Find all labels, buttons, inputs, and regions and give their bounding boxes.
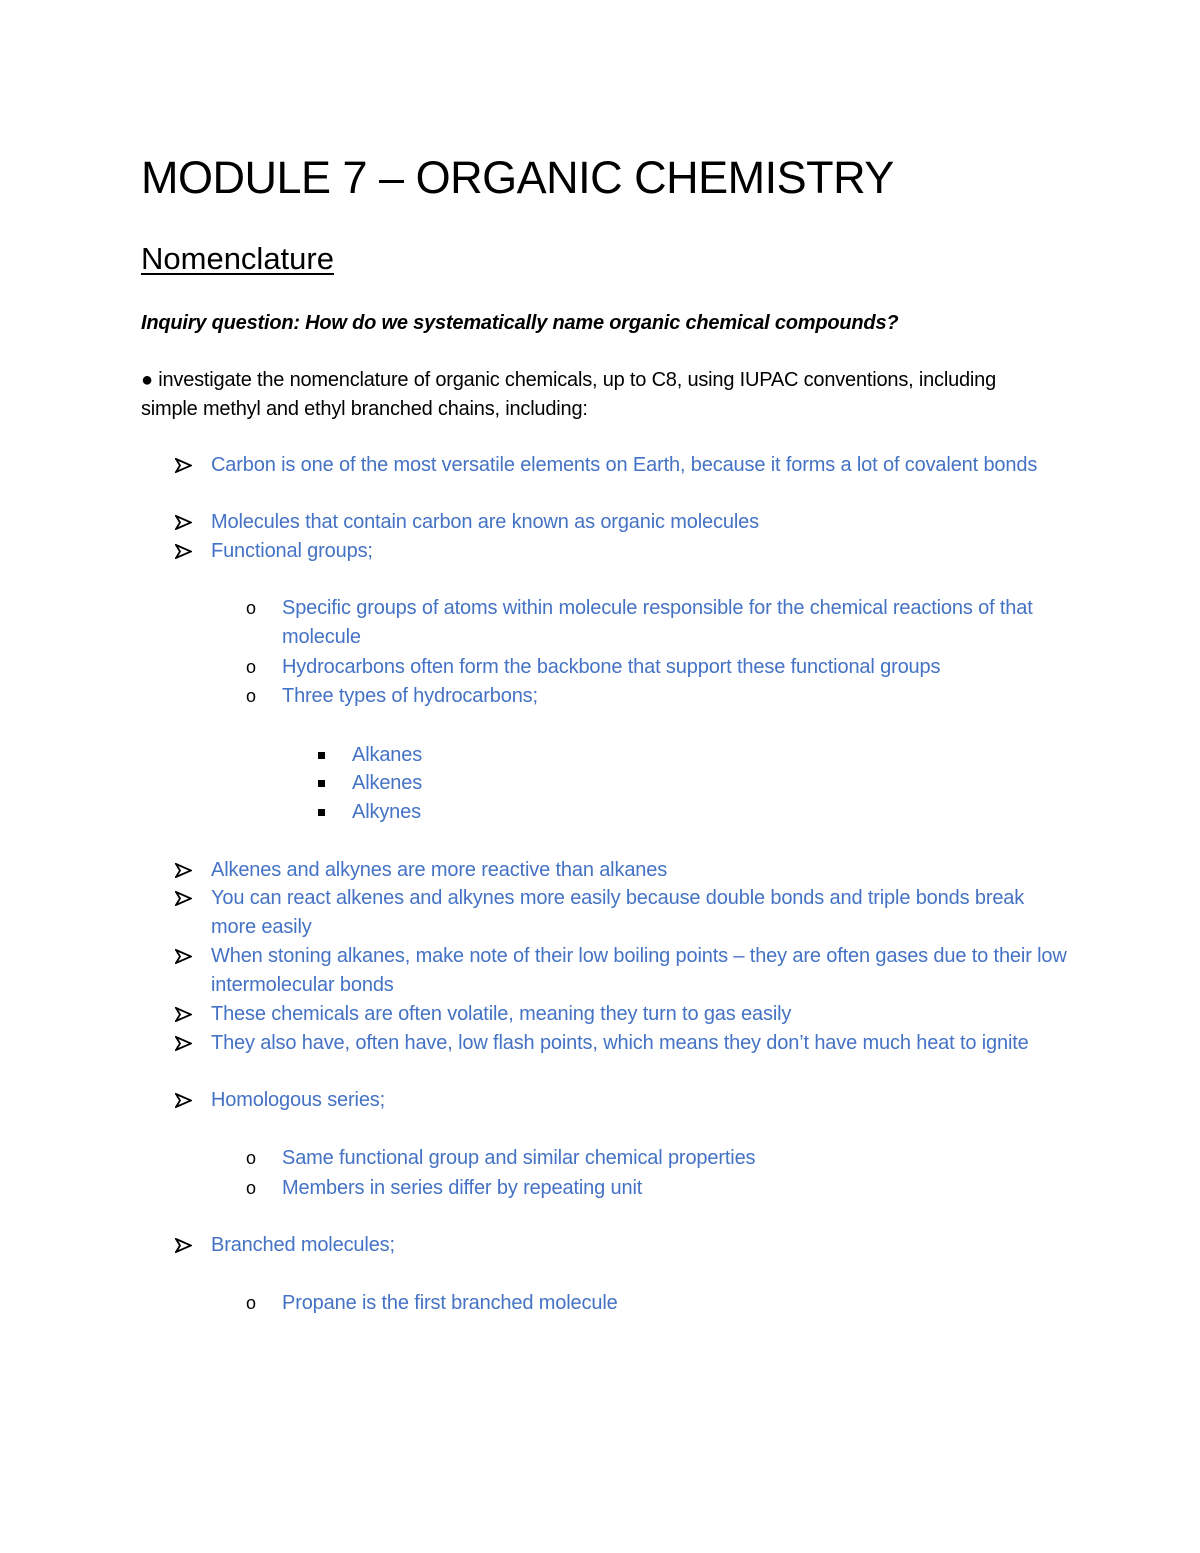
list-item [352, 741, 1072, 770]
list-item [352, 769, 1072, 798]
list-item-text: Alkynes [352, 801, 421, 823]
arrowhead-bullet-icon [175, 451, 192, 473]
list-item [246, 594, 1072, 651]
square-bullet-icon [318, 752, 325, 759]
list-item [211, 1086, 1071, 1115]
list-item [246, 653, 1072, 682]
list-item-text: Molecules that contain carbon are known as organic molecules [211, 511, 759, 533]
page-title: MODULE 7 – ORGANIC CHEMISTRY [141, 152, 894, 203]
list-item-text: They also have, often have, low flash points, which means they don’t have much heat to ignite [211, 1032, 1029, 1054]
square-bullet-icon [318, 780, 325, 787]
list-item [211, 1231, 1071, 1260]
circle-bullet-marker: o [246, 1293, 256, 1313]
list-item-text: These chemicals are often volatile, meaning they turn to gas easily [211, 1003, 792, 1025]
section-heading: Nomenclature [141, 241, 334, 276]
list-item [211, 508, 1071, 537]
list-item-text: Functional groups; [211, 540, 373, 562]
list-item [246, 682, 1072, 711]
arrowhead-bullet-icon [175, 537, 192, 559]
list-item-text: Three types of hydrocarbons; [282, 685, 538, 707]
list-item-text: Propane is the first branched molecule [282, 1292, 618, 1314]
arrowhead-bullet-icon [175, 1029, 192, 1051]
circle-bullet-marker: o [246, 598, 256, 618]
arrowhead-bullet-icon [175, 856, 192, 878]
list-item [211, 537, 1071, 566]
arrowhead-bullet-icon [175, 1231, 192, 1253]
list-item-text: Alkenes [352, 772, 423, 794]
list-item [211, 942, 1071, 999]
list-item-text: Alkenes and alkynes are more reactive than alkanes [211, 859, 668, 881]
list-item [211, 884, 1071, 941]
list-item [352, 798, 1072, 827]
arrowhead-bullet-icon [175, 942, 192, 964]
arrowhead-bullet-icon [175, 1000, 192, 1022]
list-item [246, 1144, 1072, 1173]
list-item [211, 451, 1071, 480]
list-item-text: Alkanes [352, 744, 423, 766]
list-item-text: Members in series differ by repeating unit [282, 1177, 643, 1199]
arrowhead-bullet-icon [175, 508, 192, 530]
square-bullet-icon [318, 809, 325, 816]
list-item [246, 1289, 1072, 1318]
list-item-text: Homologous series; [211, 1089, 386, 1111]
list-item [211, 1029, 1071, 1058]
arrowhead-bullet-icon [175, 1086, 192, 1108]
circle-bullet-marker: o [246, 657, 256, 677]
inquiry-question: Inquiry question: How do we systematically name organic chemical compounds? [141, 312, 899, 334]
list-item [211, 1000, 1071, 1029]
syllabus-dotpoint: ● investigate the nomenclature of organic chemicals, up to C8, using IUPAC conventions, including simple methyl and ethyl branched chains, including: [141, 369, 997, 420]
list-item-text: Branched molecules; [211, 1234, 395, 1256]
circle-bullet-marker: o [246, 1178, 256, 1198]
circle-bullet-marker: o [246, 686, 256, 706]
circle-bullet-marker: o [246, 1148, 256, 1168]
list-item-text: Specific groups of atoms within molecule responsible for the chemical reactions of that molecule [282, 597, 1033, 648]
list-item-text: Carbon is one of the most versatile elements on Earth, because it forms a lot of covalent bonds [211, 454, 1038, 476]
list-item-text: You can react alkenes and alkynes more easily because double bonds and triple bonds break more easily [211, 887, 1025, 938]
list-item-text: When stoning alkanes, make note of their low boiling points – they are often gases due to their low intermolecular bonds [211, 945, 1067, 996]
list-item [246, 1174, 1072, 1203]
arrowhead-bullet-icon [175, 884, 192, 906]
list-item [211, 856, 1071, 885]
list-item-text: Hydrocarbons often form the backbone that support these functional groups [282, 656, 941, 678]
list-item-text: Same functional group and similar chemical properties [282, 1147, 756, 1169]
